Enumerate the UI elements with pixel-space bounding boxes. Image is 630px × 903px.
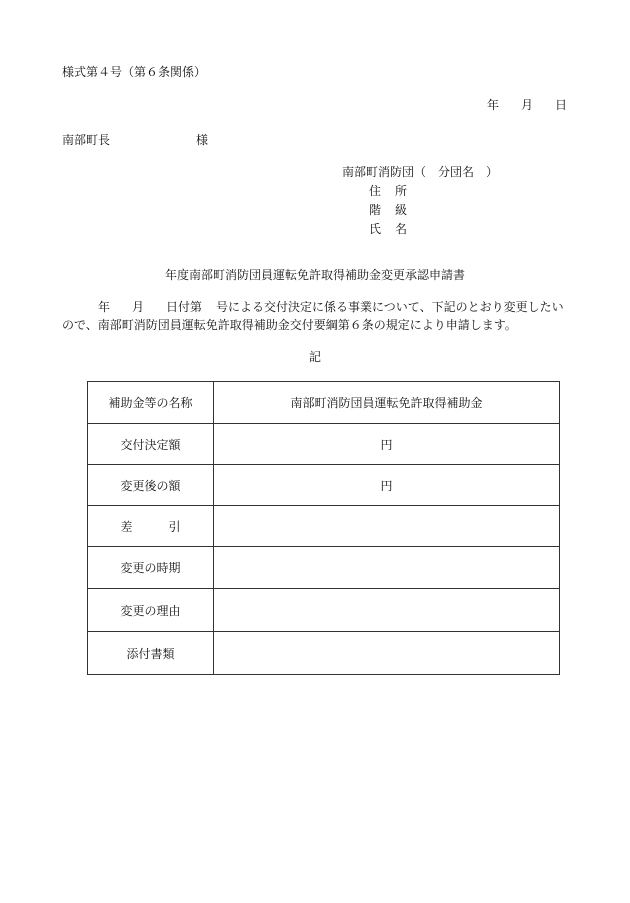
row-label: 変更の理由 [88, 589, 214, 632]
body-month: 月 [132, 300, 145, 314]
address-label-2: 所 [395, 184, 408, 198]
row-value: 円 [214, 465, 560, 506]
applicant-block [342, 166, 498, 242]
row-value [214, 589, 560, 632]
row-value [214, 632, 560, 675]
row-label: 変更の時期 [88, 547, 214, 589]
document-title: 年度南部町消防団員運転免許取得補助金変更承認申請書 [164, 268, 465, 282]
row-label: 添付書類 [88, 632, 214, 675]
applicant-rank-row [342, 204, 498, 223]
table-row [88, 382, 560, 424]
address-label-1: 住 [369, 184, 382, 198]
applicant-organization: 南部町消防団（ 分団名 ） [342, 165, 499, 179]
table-row [88, 589, 560, 632]
date-day: 日 [554, 98, 567, 112]
date-line [487, 99, 567, 111]
addressee-honorific: 様 [196, 133, 209, 147]
row-value: 南部町消防団員運転免許取得補助金 [214, 382, 560, 424]
body-rest: 号による交付決定に係る事業について、下記のとおり変更したいので、南部町消防団員運転免許取得補助金交付要綱第６条の規定により申請します。 [62, 300, 564, 332]
applicant-name-row [342, 223, 498, 242]
name-label-1: 氏 [369, 222, 382, 236]
table-row [88, 547, 560, 589]
ki-marker: 記 [308, 350, 321, 364]
rank-label-2: 級 [395, 203, 408, 217]
table-row [88, 506, 560, 547]
date-year: 年 [486, 98, 499, 112]
row-label-part-2: 引 [168, 519, 181, 534]
addressee [62, 134, 208, 146]
addressee-name: 南部町長 [62, 133, 111, 147]
date-month: 月 [520, 98, 533, 112]
rank-label-1: 階 [369, 203, 382, 217]
table-row [88, 632, 560, 675]
form-number: 様式第４号（第６条関係） [62, 65, 207, 79]
body-year: 年 [98, 300, 111, 314]
row-label: 補助金等の名称 [88, 382, 214, 424]
body-day-text: 日付第 [166, 300, 203, 314]
row-value [214, 547, 560, 589]
row-value [214, 506, 560, 547]
row-value: 円 [214, 424, 560, 465]
body-text [62, 298, 564, 334]
table-row [88, 424, 560, 465]
row-label: 交付決定額 [88, 424, 214, 465]
applicant-address-row [342, 185, 498, 204]
row-label-part-1: 差 [120, 519, 133, 534]
row-label [88, 506, 214, 547]
details-table [87, 381, 560, 675]
name-label-2: 名 [395, 222, 408, 236]
table-row [88, 465, 560, 506]
row-label: 変更後の額 [88, 465, 214, 506]
